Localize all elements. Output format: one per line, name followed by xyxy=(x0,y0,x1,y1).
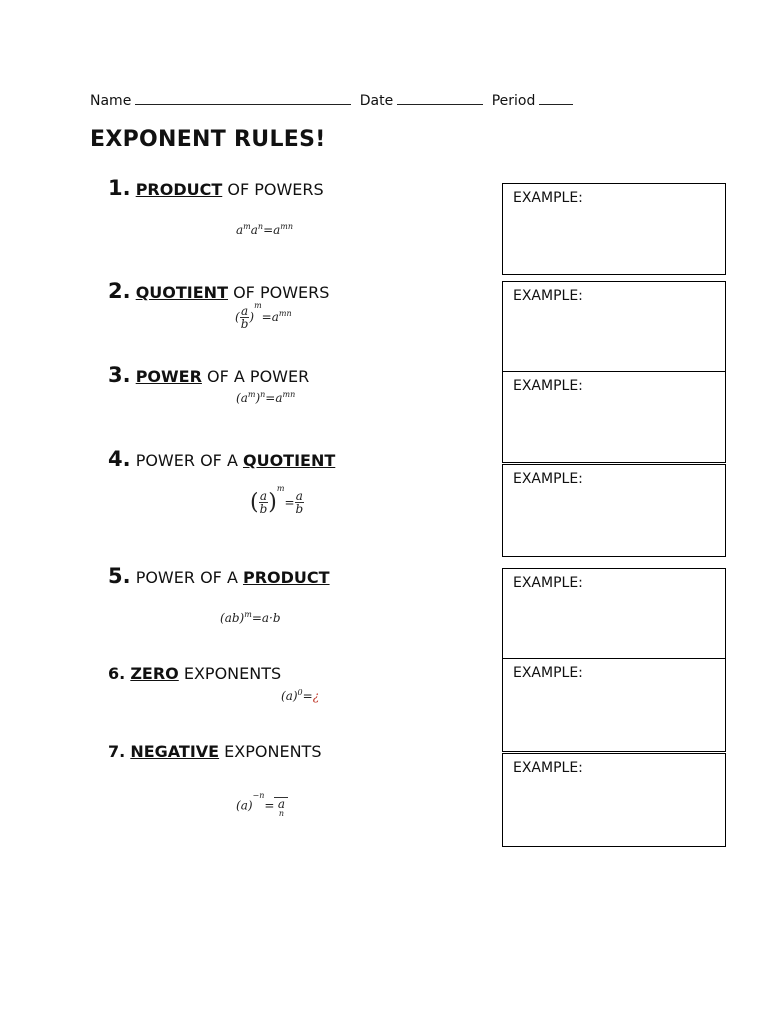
rule-keyword: NEGATIVE xyxy=(130,742,220,761)
example-label: EXAMPLE: xyxy=(513,190,583,206)
example-label: EXAMPLE: xyxy=(513,665,583,681)
rule-number: 2. xyxy=(108,279,131,303)
rule-keyword: PRODUCT xyxy=(242,568,330,587)
example-box-5[interactable] xyxy=(502,568,726,659)
rule-number: 6. xyxy=(108,664,126,683)
name-blank[interactable] xyxy=(135,103,351,105)
rule-number: 1. xyxy=(108,176,131,200)
rule-number: 4. xyxy=(108,447,131,471)
example-label: EXAMPLE: xyxy=(513,378,583,394)
date-blank[interactable] xyxy=(397,103,483,105)
rule-zero-exponents: 6. ZERO EXPONENTS xyxy=(108,664,282,683)
period-blank[interactable] xyxy=(539,103,573,105)
example-label: EXAMPLE: xyxy=(513,471,583,487)
formula-power-of-a-power: $(a^m)^n=a^{mn}$ xyxy=(236,390,296,405)
rule-number: 3. xyxy=(108,363,131,387)
formula-zero-exponents: $(a)^0=¿$ xyxy=(281,688,320,703)
example-box-1[interactable] xyxy=(502,183,726,275)
rule-keyword: PRODUCT xyxy=(135,180,223,199)
name-label: Name xyxy=(90,93,132,109)
rule-power-of-a-power: 3. POWER OF A POWER xyxy=(108,363,310,387)
formula-product-of-powers: $a^ma^n=a^{mn}$ xyxy=(236,222,294,237)
rule-keyword: ZERO xyxy=(130,664,179,683)
period-label: Period xyxy=(491,93,536,109)
example-box-2[interactable] xyxy=(502,281,726,372)
example-box-6[interactable] xyxy=(502,658,726,752)
example-label: EXAMPLE: xyxy=(513,760,583,776)
rule-keyword: QUOTIENT xyxy=(135,283,228,302)
example-box-3[interactable] xyxy=(502,371,726,463)
rule-product-of-powers: 1. PRODUCT OF POWERS xyxy=(108,176,324,200)
formula-quotient-of-powers: ( $\frac{a}{b}$ )$^m=a^{mn}$ xyxy=(235,301,292,331)
date-label: Date xyxy=(359,93,394,109)
rule-power-of-a-quotient: 4. POWER OF A QUOTIENT xyxy=(108,447,336,471)
example-label: EXAMPLE: xyxy=(513,575,583,591)
example-label: EXAMPLE: xyxy=(513,288,583,304)
rule-keyword: QUOTIENT xyxy=(242,451,336,470)
rule-quotient-of-powers: 2. QUOTIENT OF POWERS xyxy=(108,279,330,303)
example-box-7[interactable] xyxy=(502,753,726,847)
formula-negative-exponents: $(a)^{-n}=$ a $^n$ xyxy=(236,788,288,823)
rule-negative-exponents: 7. NEGATIVE EXPONENTS xyxy=(108,742,322,761)
rule-number: 5. xyxy=(108,564,131,588)
formula-power-of-a-quotient: ( $\frac{a}{b}$ )$^m$= $\frac{a}{b}$ xyxy=(250,484,304,516)
worksheet-header xyxy=(90,93,577,109)
formula-power-of-a-product: (ab)$^m$=a·b xyxy=(220,610,281,625)
rule-number: 7. xyxy=(108,742,126,761)
example-box-4[interactable] xyxy=(502,464,726,557)
rule-keyword: POWER xyxy=(135,367,202,386)
page-title: EXPONENT RULES! xyxy=(90,127,326,152)
rule-power-of-a-product: 5. POWER OF A PRODUCT xyxy=(108,564,330,588)
